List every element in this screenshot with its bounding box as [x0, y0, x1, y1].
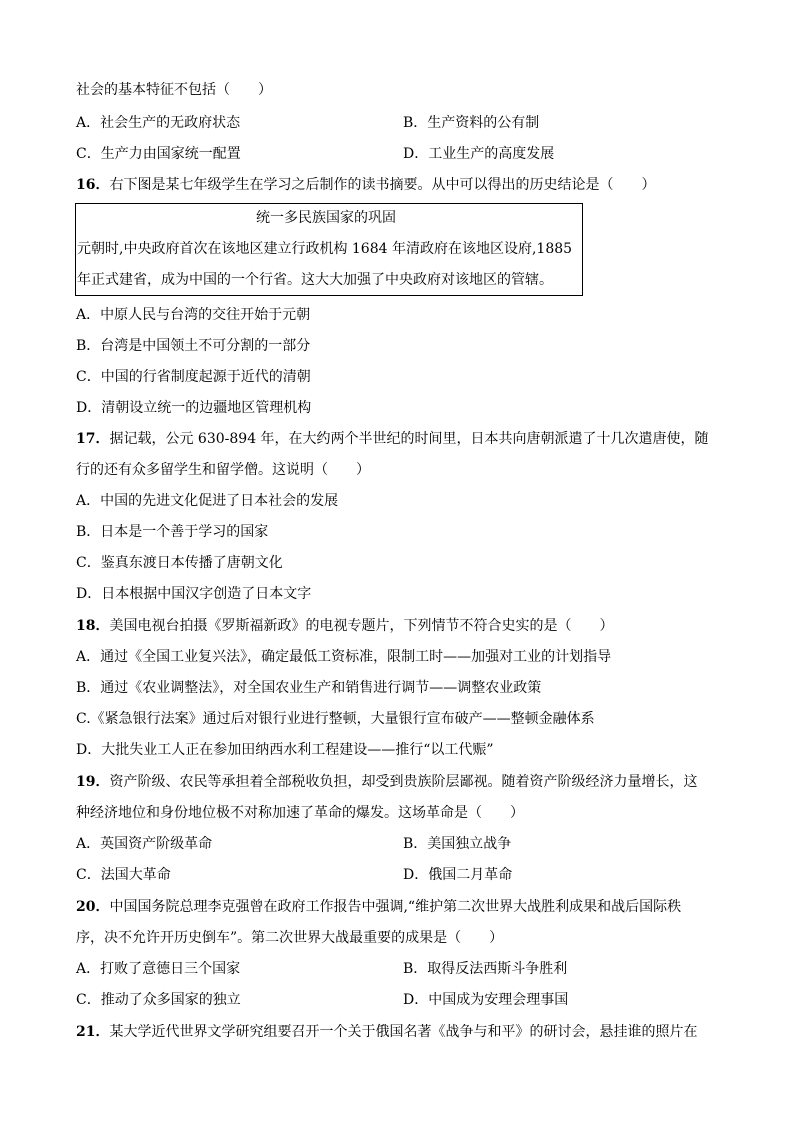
- q17-stem-line-1: [76, 430, 709, 448]
- option-c: C．鉴真东渡日本传播了唐朝文化: [76, 555, 283, 571]
- q19-stem-line-1: [76, 773, 697, 791]
- option-b: B．日本是一个善于学习的国家: [76, 524, 269, 540]
- option-b: B．取得反法西斯斗争胜利: [403, 961, 568, 977]
- option-c: C．推动了众多国家的独立: [76, 992, 241, 1008]
- q18-stem: [76, 617, 613, 635]
- option-a: A．通过《全国工业复兴法》，确定最低工资标准，限制工时——加强对工业的计划指导: [76, 649, 612, 665]
- question-number: 18．: [76, 618, 110, 634]
- intro-line: 社会的基本特征不包括（ ）: [76, 82, 272, 98]
- option-b: B．生产资料的公有制: [403, 115, 540, 131]
- q20-stem-line-1: [76, 898, 681, 916]
- q17-stem-line-2: 行的还有众多留学生和留学僧。这说明（ ）: [76, 462, 370, 478]
- option-d: D．清朝设立统一的边疆地区管理机构: [76, 400, 312, 416]
- option-c: C．法国大革命: [76, 867, 171, 883]
- option-d: D．大批失业工人正在参加田纳西水利工程建设——推行“以工代赈”: [76, 742, 494, 758]
- reading-summary-box: [75, 203, 583, 296]
- question-text: 据记载，公元 630-894 年，在大约两个半世纪的时间里，日本共向唐朝派遣了十几次遣唐使，随: [109, 431, 709, 447]
- option-a: A．打败了意德日三个国家: [76, 961, 241, 977]
- option-a: A．中原人民与台湾的交往开始于元朝: [76, 307, 311, 323]
- question-number: 19．: [76, 774, 110, 790]
- box-line-2: 年正式建省，成为中国的一个行省。这大大加强了中央政府对该地区的管辖。: [77, 272, 553, 288]
- option-b: B．通过《农业调整法》，对全国农业生产和销售进行调节——调整农业政策: [76, 680, 542, 696]
- q20-stem-line-2: 序，决不允许开历史倒车”。第二次世界大战最重要的成果是（ ）: [76, 930, 504, 946]
- option-a: A．社会生产的无政府状态: [76, 115, 241, 131]
- option-b: B．台湾是中国领土不可分割的一部分: [76, 338, 311, 354]
- option-c: C．生产力由国家统一配置: [76, 146, 241, 162]
- option-d: D．工业生产的高度发展: [403, 146, 555, 162]
- question-text: 美国电视台拍摄《罗斯福新政》的电视专题片，下列情节不符合史实的是（ ）: [109, 618, 614, 634]
- question-text: 中国国务院总理李克强曾在政府工作报告中强调,“维护第二次世界大战胜利成果和战后国际秩: [109, 899, 682, 915]
- box-title: 统一多民族国家的巩固: [256, 210, 396, 226]
- box-line-1: 元朝时,中央政府首次在该地区建立行政机构 1684 年清政府在该地区设府,1885: [77, 241, 573, 257]
- question-number: 20．: [76, 899, 110, 915]
- q16-stem: [76, 176, 655, 194]
- option-d: D．日本根据中国汉字创造了日本文字: [76, 586, 312, 602]
- option-a: A．英国资产阶级革命: [76, 836, 213, 852]
- question-number: 21．: [76, 1024, 110, 1040]
- q19-stem-line-2: 种经济地位和身份地位极不对称加速了革命的爆发。这场革命是（ ）: [76, 805, 524, 821]
- question-number: 17．: [76, 431, 110, 447]
- q21-stem-line-1: [76, 1023, 697, 1041]
- question-number: 16．: [76, 177, 110, 193]
- question-text: 资产阶级、农民等承担着全部税收负担，却受到贵族阶层鄙视。随着资产阶级经济力量增长，这: [109, 774, 698, 790]
- question-text: 某大学近代世界文学研究组要召开一个关于俄国名著《战争与和平》的研讨会，悬挂谁的照片在: [109, 1024, 698, 1040]
- option-a: A．中国的先进文化促进了日本社会的发展: [76, 493, 339, 509]
- option-d: D．中国成为安理会理事国: [403, 992, 569, 1008]
- option-d: D．俄国二月革命: [403, 867, 513, 883]
- question-text: 右下图是某七年级学生在学习之后制作的读书摘要。从中可以得出的历史结论是（ ）: [109, 177, 656, 193]
- option-c: C.《紧急银行法案》通过后对银行业进行整顿，大量银行宣布破产——整顿金融体系: [76, 711, 595, 727]
- option-c: C．中国的行省制度起源于近代的清朝: [76, 369, 311, 385]
- option-b: B．美国独立战争: [403, 836, 512, 852]
